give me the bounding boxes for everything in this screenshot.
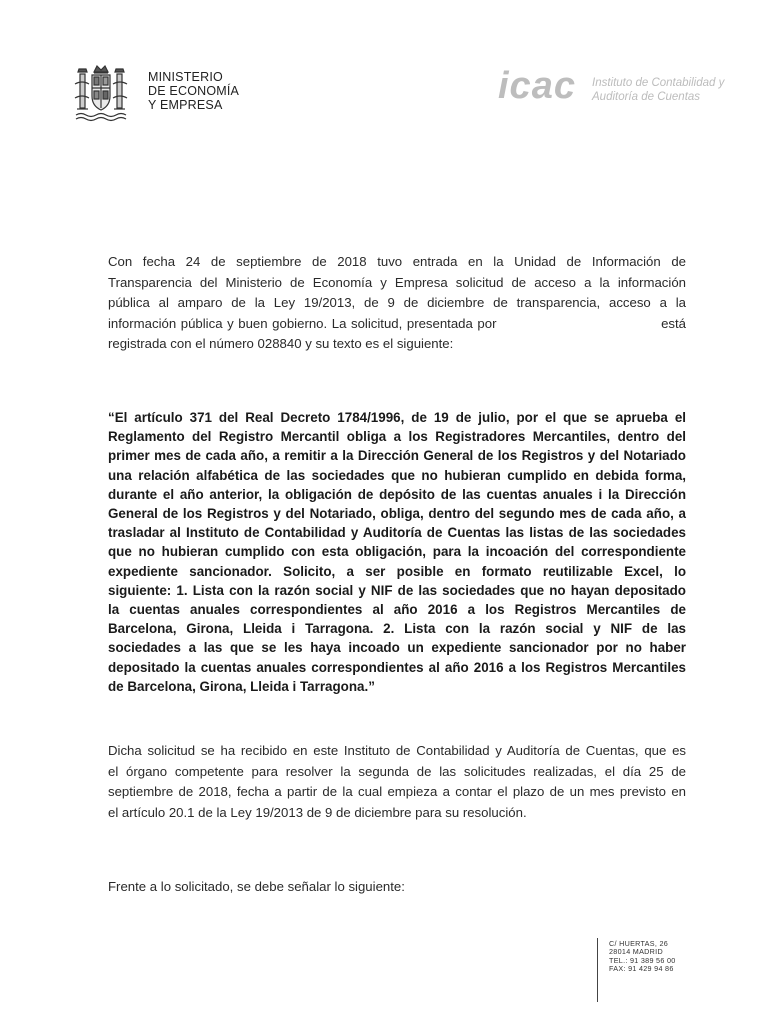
text-line: “El artículo 371 del Real Decreto 1784/1996, de 19 de julio, por el que se aprueba el <box>108 410 686 425</box>
address-line: C/ HUERTAS, 26 <box>609 939 669 948</box>
ministry-name <box>148 70 239 112</box>
address-line: 28014 MADRID <box>609 947 663 957</box>
icac-name-line: Auditoría de Cuentas <box>592 91 701 103</box>
text-line: Dicha solicitud se ha recibido en este Instituto de Contabilidad y Auditoría de Cuentas, que es <box>108 743 686 758</box>
text-line: sociedades a las que se les haya incoado un expediente sancionador por no haber <box>108 640 686 656</box>
text-line: pública al amparo de la Ley 19/2013, de 9 de diciembre de transparencia, acceso a la <box>108 295 686 311</box>
text-line: Reglamento del Registro Mercantil obliga a los Registradores Mercantiles, dentro del <box>108 429 686 445</box>
text-line: septiembre de 2018, fecha a partir de la cual empieza a contar el plazo de un mes previsto en <box>108 784 686 800</box>
ministry-line: Y EMPRESA <box>148 98 223 112</box>
text-line: Barcelona, Girona, Lleida i Tarragona. 2. Lista con la razón social y NIF de las <box>108 621 686 637</box>
ministry-line: MINISTERIO <box>148 70 223 84</box>
text-line: una relación alfabética de las sociedades que no hubieran cumplido en debida forma, <box>108 467 686 483</box>
text-line: Transparencia del Ministerio de Economía y Empresa solicitud de acceso a la información <box>108 274 686 290</box>
text-line: el artículo 20.1 de la Ley 19/2013 de 9 de diciembre para su resolución. <box>108 804 527 820</box>
icac-logo: icac <box>498 65 576 107</box>
icac-name-line: Instituto de Contabilidad y <box>592 77 725 89</box>
address-line: TEL.: 91 389 56 00 <box>609 955 676 965</box>
received-paragraph <box>108 741 686 823</box>
text-line: siguiente: 1. Lista con la razón social y NIF de las sociedades que no hayan depositado <box>108 582 686 598</box>
icac-name <box>592 76 724 104</box>
text-line: Frente a lo solicitado, se debe señalar lo siguiente: <box>108 879 405 894</box>
text-line: General de los Registros y del Notariado, obliga, dentro del segundo mes de cada año, a <box>108 506 686 522</box>
coat-of-arms-icon <box>72 62 130 122</box>
icac-header <box>498 66 738 116</box>
text-line: que no hubieran cumplido con esta obligación, para la incoación del correspondiente <box>108 544 686 560</box>
ministry-header <box>72 62 272 124</box>
ministry-line: DE ECONOMÍA <box>148 84 240 98</box>
text-line: el órgano competente para resolver la segunda de las solicitudes realizadas, el día 25 de <box>108 763 686 779</box>
address-divider <box>597 938 598 1002</box>
text-fragment: está <box>661 315 686 331</box>
text-line: de Barcelona, Girona, Lleida i Tarragona.” <box>108 678 375 694</box>
text-line: Con fecha 24 de septiembre de 2018 tuvo entrada en la Unidad de Información de <box>108 254 686 269</box>
office-address <box>609 940 676 974</box>
text-line: primer mes de cada año, a remitir a la Dirección General de los Registros y del Notariado <box>108 448 686 464</box>
text-line: trasladar al Instituto de Contabilidad y Auditoría de Cuentas las listas de las sociedades <box>108 525 686 541</box>
intro-paragraph <box>108 252 686 355</box>
quoted-request <box>108 408 686 696</box>
text-line: durante el año anterior, la obligación de depósito de las cuentas anuales i la Dirección <box>108 486 686 502</box>
closing-paragraph <box>108 877 686 898</box>
text-line: expediente sancionador. Solicito, a ser posible en formato reutilizable Excel, lo <box>108 563 686 579</box>
text-fragment: información pública y buen gobierno. La solicitud, presentada por <box>108 315 497 331</box>
text-line <box>108 314 686 335</box>
address-line: FAX: 91 429 94 86 <box>609 964 674 974</box>
text-line: registrada con el número 028840 y su texto es el siguiente: <box>108 336 454 352</box>
text-line: la cuentas anuales correspondientes al año 2016 a los Registros Mercantiles de <box>108 602 686 618</box>
text-line: depositado la cuentas anuales correspondientes al año 2016 a los Registros Mercantiles <box>108 659 686 675</box>
